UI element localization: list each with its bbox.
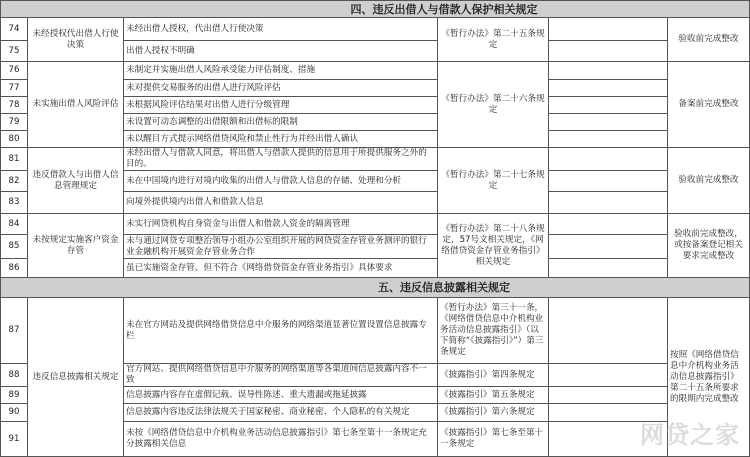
violation-category: 未实施出借人风险评估 xyxy=(28,62,124,148)
table-row xyxy=(1,298,750,364)
violation-item: 未在中国境内进行对境内收集的出借人与借款人信息的存储、处理和分析 xyxy=(124,171,438,192)
violation-category: 违反借款人与出借人信息管理规定 xyxy=(28,148,124,214)
violation-item: 未设置可动态调整的出借限额和出借标的限制 xyxy=(124,114,438,131)
legal-basis: 《暂行办法》第二十七条规定 xyxy=(438,148,549,214)
row-number: 89 xyxy=(1,387,28,404)
table-row xyxy=(1,62,750,80)
remedy-deadline: 备案前完成整改 xyxy=(668,62,750,148)
violation-item: 未经出借人授权，代出借人行使决策 xyxy=(124,18,438,41)
legal-basis: 《暂行办法》第二十八条规定，57号文相关规定，《网络借贷资金存管业务指引》相关规定 xyxy=(438,214,549,278)
legal-basis: 《暂行办法》第二十五条规定 xyxy=(438,18,549,62)
row-number: 83 xyxy=(1,192,28,214)
violation-item: 未实行网贷机构自身资金与出借人和借款人资金的隔离管理 xyxy=(124,214,438,235)
violation-item: 虽已实施资金存管、但不符合《网络借贷资金存管业务指引》具体要求 xyxy=(124,259,438,278)
row-number: 79 xyxy=(1,114,28,131)
row-number: 82 xyxy=(1,171,28,192)
violation-item: 向境外提供境内出借人和借款人信息 xyxy=(124,192,438,214)
row-number: 78 xyxy=(1,97,28,114)
legal-basis: 《暂行办法》第三十一条，《网络借贷信息中介机构业务活动信息披露指引》（以下简称“《披露指引》”）第三条规定 xyxy=(438,298,549,364)
row-number: 74 xyxy=(1,18,28,41)
empty-cell xyxy=(549,298,668,364)
violation-category: 未经授权代出借人行使决策 xyxy=(28,18,124,62)
empty-cell xyxy=(549,192,668,214)
empty-cell xyxy=(549,41,668,62)
empty-cell xyxy=(549,131,668,148)
row-number: 80 xyxy=(1,131,28,148)
row-number: 88 xyxy=(1,364,28,387)
row-number: 75 xyxy=(1,41,28,62)
empty-cell xyxy=(549,148,668,171)
empty-cell xyxy=(549,171,668,192)
table-row xyxy=(1,148,750,171)
remedy-deadline: 按照《网络借贷信息中介机构业务活动信息披露指引》第二十五条所要求的限期内完成整改 xyxy=(668,298,750,457)
remedy-deadline: 验收前完成整改 xyxy=(668,18,750,62)
row-number: 76 xyxy=(1,62,28,80)
legal-basis: 《披露指引》第六条规定 xyxy=(438,404,549,422)
table-row xyxy=(1,18,750,41)
row-number: 81 xyxy=(1,148,28,171)
empty-cell xyxy=(549,18,668,41)
violation-item: 未根据风险评估结果对出借人进行分级管理 xyxy=(124,97,438,114)
violation-item: 未按《网络借贷信息中介机构业务活动信息披露指引》第七条至第十一条规定充分披露相关信息 xyxy=(124,422,438,457)
table-row xyxy=(1,214,750,235)
section-title: 四、违反出借人与借款人保护相关规定 xyxy=(1,1,750,18)
section-title: 五、违反信息披露相关规定 xyxy=(1,278,750,298)
violation-item: 出借人授权不明确 xyxy=(124,41,438,62)
legal-basis: 《披露指引》第五条规定 xyxy=(438,387,549,404)
legal-basis: 《披露指引》第四条规定 xyxy=(438,364,549,387)
empty-cell xyxy=(549,80,668,97)
section-header-row xyxy=(1,278,750,298)
violation-item: 未在官方网站及提供网络借贷信息中介服务的网络渠道显著位置设置信息披露专栏 xyxy=(124,298,438,364)
row-number: 77 xyxy=(1,80,28,97)
legal-basis: 《披露指引》第七条至第十一条规定 xyxy=(438,422,549,457)
empty-cell xyxy=(549,114,668,131)
violation-category: 未按规定实施客户资金存管 xyxy=(28,214,124,278)
row-number: 90 xyxy=(1,404,28,422)
violation-item: 未经出借人与借款人同意，将出借人与借款人提供的信息用于所提供服务之外的目的。 xyxy=(124,148,438,171)
violation-item: 未与通过网贷专项整治领导小组办公室组织开展的网贷资金存管业务测评的银行业金融机构开展资金存管业务合作 xyxy=(124,235,438,259)
violation-item: 未制定并实施出借人风险承受能力评估制度、措施 xyxy=(124,62,438,80)
empty-cell xyxy=(549,387,668,404)
violation-category: 违反信息披露相关规定 xyxy=(28,298,124,457)
violation-item: 未以醒目方式提示网络借贷风险和禁止性行为并经出借人确认 xyxy=(124,131,438,148)
empty-cell xyxy=(549,62,668,80)
empty-cell xyxy=(549,364,668,387)
row-number: 84 xyxy=(1,214,28,235)
empty-cell xyxy=(549,97,668,114)
violation-item: 信息披露内容违反法律法规关于国家秘密、商业秘密、个人隐私的有关规定 xyxy=(124,404,438,422)
row-number: 91 xyxy=(1,422,28,457)
row-number: 86 xyxy=(1,259,28,278)
empty-cell xyxy=(549,235,668,259)
violation-item: 信息披露内容存在虚假记载、误导性陈述、重大遗漏或拖延披露 xyxy=(124,387,438,404)
remedy-deadline: 验收前完成整改 xyxy=(668,148,750,214)
row-number: 87 xyxy=(1,298,28,364)
violation-item: 未对提供交易服务的出借人进行风险评估 xyxy=(124,80,438,97)
violation-item: 官方网站、提供网络借贷信息中介服务的网络渠道等各渠道间信息披露内容不一致 xyxy=(124,364,438,387)
watermark-logo: 网贷之家 xyxy=(640,421,740,449)
remedy-deadline: 验收前完成整改，或按备案登记相关要求完成整改 xyxy=(668,214,750,278)
empty-cell xyxy=(549,214,668,235)
empty-cell xyxy=(549,259,668,278)
legal-basis: 《暂行办法》第二十六条规定 xyxy=(438,62,549,148)
section-header-row xyxy=(1,1,750,18)
row-number: 85 xyxy=(1,235,28,259)
